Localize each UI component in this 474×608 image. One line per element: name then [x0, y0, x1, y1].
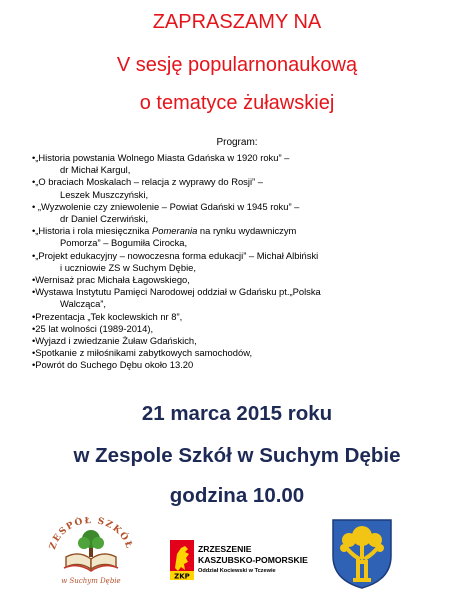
griffin-icon [170, 540, 194, 580]
program-item [32, 347, 452, 359]
program-item [32, 213, 452, 225]
program-list [32, 152, 452, 372]
school-logo [44, 517, 138, 589]
headline-session: V sesję popularnonaukową [116, 54, 358, 76]
program-item-text: •„Historia i rola miesięcznika [32, 225, 152, 237]
program-item-text: •„Projekt edukacyjny – nowoczesna forma edukacji” – Michał Albiński [32, 249, 319, 261]
program-item-text: Walcząca”, [60, 298, 107, 310]
program-item-text: Pomorza” – Bogumiła Cirocka, [60, 237, 188, 249]
program-item [32, 335, 452, 347]
zkp-name-line1: ZRZESZENIE [198, 544, 252, 554]
program-item [32, 237, 452, 249]
program-item-text: •Wernisaż prac Michała Łagowskiego, [32, 274, 190, 286]
program-item-text: •25 lat wolności (1989-2014), [32, 322, 154, 334]
zkp-badge-text: ZKP [174, 572, 190, 580]
program-item [32, 298, 452, 310]
program-item-emphasis: Pomerania [151, 225, 198, 237]
zkp-branch: Oddział Kociewski w Tczewie [198, 568, 276, 574]
program-item [32, 262, 452, 274]
program-item-text: •„Historia powstania Wolnego Miasta Gdańska w 1920 roku” – [32, 152, 290, 163]
event-date: 21 marca 2015 roku [141, 402, 333, 425]
program-item [32, 225, 452, 237]
program-item [32, 359, 452, 371]
program-item-text: dr Daniel Czerwiński, [60, 213, 149, 225]
program-item [32, 164, 452, 176]
program-item [32, 274, 452, 286]
event-venue: w Zespole Szkół w Suchym Dębie [73, 444, 401, 467]
program-item [32, 286, 452, 298]
program-item-text: i uczniowie ZS w Suchym Dębie, [60, 261, 196, 273]
headline-topic: o tematyce żuławskiej [139, 92, 335, 114]
coat-of-arms [331, 518, 393, 590]
school-sub-text: w Suchym Dębie [61, 577, 121, 585]
program-item [32, 323, 452, 335]
program-item-text: Leszek Muszczyński, [60, 188, 149, 200]
zkp-logo [170, 538, 324, 582]
program-item [32, 250, 452, 262]
event-time: godzina 10.00 [169, 484, 305, 507]
program-item-text: •Powrót do Suchego Dębu około 13.20 [32, 359, 194, 371]
zkp-name-line2: KASZUBSKO-POMORSKIE [198, 555, 308, 565]
program-item-text: •„O braciach Moskalach – relacja z wyprawy do Rosji” – [32, 176, 263, 188]
program-item-text: • „Wyzwolenie czy zniewolenie – Powiat Gdański w 1945 roku” – [32, 200, 300, 212]
school-emblem-icon [44, 517, 138, 589]
program-item-text: •Wyjazd i zwiedzanie Żuław Gdańskich, [32, 335, 197, 347]
program-item [32, 201, 452, 213]
program-item-text: •Wystawa Instytutu Pamięci Narodowej oddział w Gdańsku pt.„Polska [32, 286, 321, 298]
program-item [32, 176, 452, 188]
program-item [32, 189, 452, 201]
program-item [32, 311, 452, 323]
program-item-text: •Spotkanie z miłośnikami zabytkowych samochodów, [32, 347, 253, 359]
program-item [32, 152, 452, 164]
program-item-text: •Prezentacja „Tek koclewskich nr 8”, [32, 310, 183, 322]
headline-invitation: ZAPRASZAMY NA [152, 11, 322, 33]
program-item-text: dr Michał Kargul, [60, 164, 131, 176]
school-arc-text: ZESPÓŁ SZKÓŁ [48, 517, 134, 551]
program-label: Program: [216, 137, 258, 148]
oak-shield-icon [331, 518, 393, 590]
program-item-text-tail: na rynku wydawniczym [197, 225, 297, 237]
